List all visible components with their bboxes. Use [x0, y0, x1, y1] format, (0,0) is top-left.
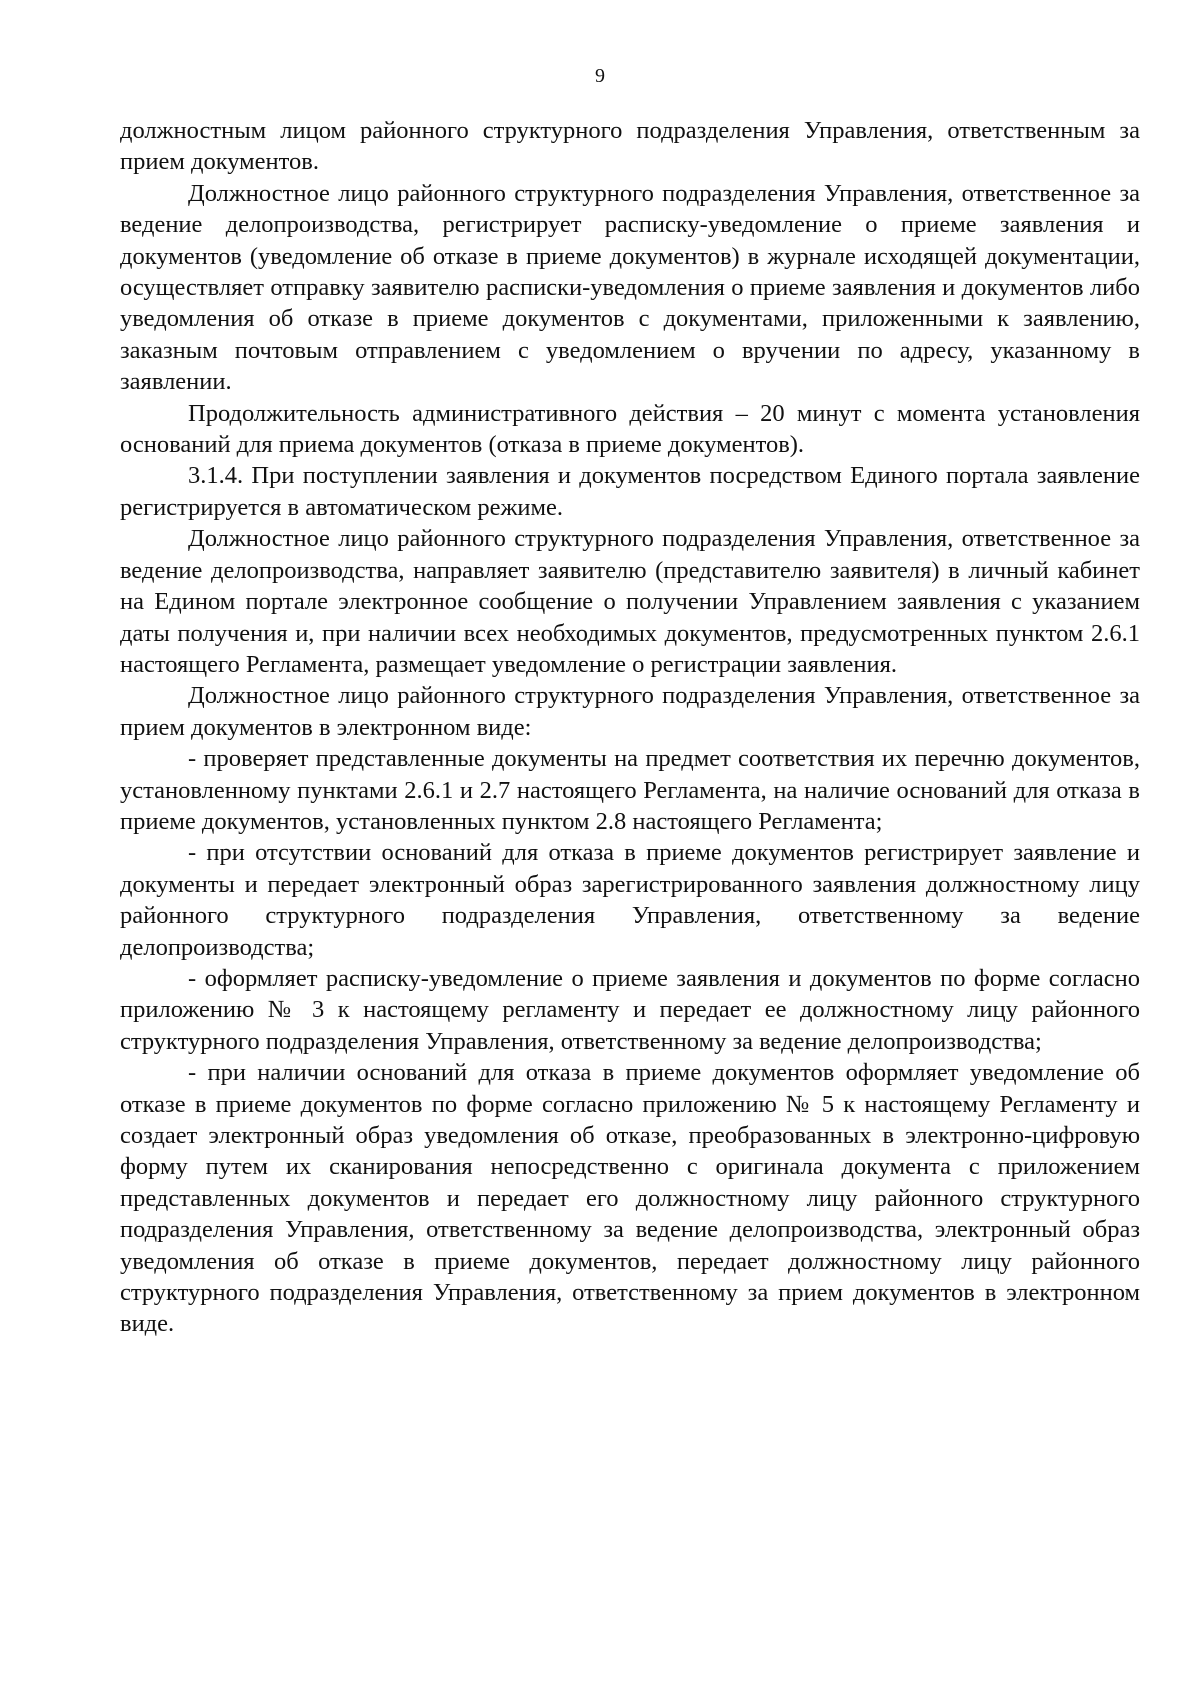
paragraph-portal-notification: Должностное лицо районного структурного подразделения Управления, ответственное за ведение делопроизводства, направляет заявителю (представителю заявителя) в личный кабинет на Едином портале электронное сообщение о получении Управлением заявления с указанием даты получения и, при наличии всех необходимых документов, предусмотренных пунктом 2.6.1 настоящего Регламента, размещает уведомление о регистрации заявления.: [120, 525, 1140, 678]
paragraph-continuation: должностным лицом районного структурного подразделения Управления, ответственным за прием документов.: [120, 117, 1140, 176]
list-item-register: - при отсутствии оснований для отказа в приеме документов регистрирует заявление и документы и передает электронный образ зарегистрированного заявления должностному лицу районного структурного подразделения Управления, ответственному за ведение делопроизводства;: [120, 839, 1140, 961]
paragraph-electronic-intake: Должностное лицо районного структурного подразделения Управления, ответственное за прием документов в электронном виде:: [120, 682, 1140, 741]
paragraph-duration: Продолжительность административного действия – 20 минут с момента установления оснований для приема документов (отказа в приеме документов).: [120, 399, 1140, 459]
list-item-receipt: - оформляет расписку-уведомление о приеме заявления и документов по форме согласно приложению № 3 к настоящему регламенту и передает ее должностному лицу районного структурного подразделения Управления, ответственному за ведение делопроизводства;: [120, 964, 1140, 1055]
paragraph-registration: Должностное лицо районного структурного подразделения Управления, ответственное за ведение делопроизводства, регистрирует расписку-уведомление о приеме заявления и документов (уведомление об отказе в приеме документов) в журнале исходящей документации, осуществляет отправку заявителю расписки-уведомления о приеме заявления и документов либо уведомления об отказе в приеме документов с документами, приложенными к заявлению, заказным почтовым отправлением с уведомлением о вручении по адресу, указанному в заявлении.: [120, 179, 1140, 396]
paragraph-section-3-1-4: 3.1.4. При поступлении заявления и документов посредством Единого портала заявление регистрируется в автоматическом режиме.: [120, 462, 1140, 521]
list-item-refusal: - при наличии оснований для отказа в приеме документов оформляет уведомление об отказе в приеме документов по форме согласно приложению № 5 к настоящему Регламенту и создает электронный образ уведомления об отказе, преобразованных в электронно-цифровую форму путем их сканирования непосредственно с оригинала документа с приложением представленных документов и передает его должностному лицу районного структурного подразделения Управления, ответственному за ведение делопроизводства, электронный образ уведомления об отказе в приеме документов, передает должностному лицу районного структурного подразделения Управления, ответственному за прием документов в электронном виде.: [120, 1059, 1140, 1338]
page-number: 9: [595, 65, 605, 87]
list-item-check-documents: - проверяет представленные документы на предмет соответствия их перечню документов, установленному пунктами 2.6.1 и 2.7 настоящего Регламента, на наличие оснований для отказа в приеме документов, установленных пунктом 2.8 настоящего Регламента;: [120, 745, 1140, 835]
document-body: [120, 115, 1140, 1340]
